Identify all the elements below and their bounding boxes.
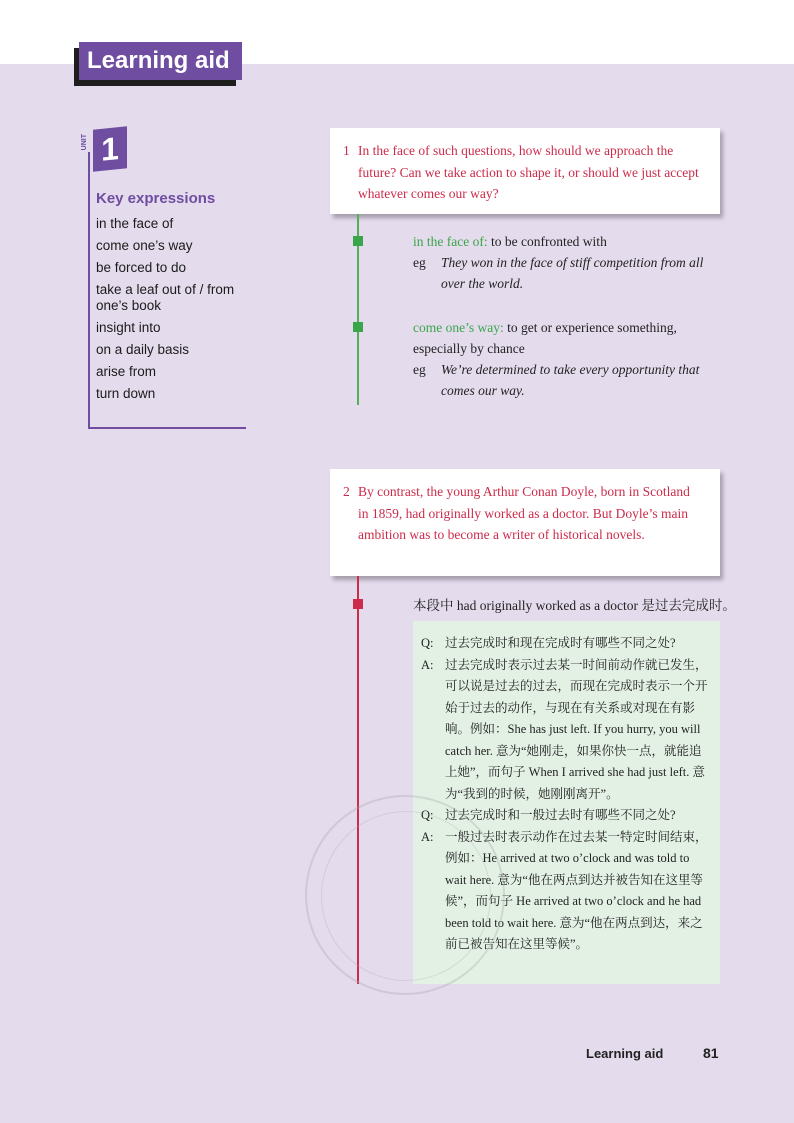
expression-item: arise from	[96, 364, 157, 379]
qa-panel	[413, 621, 720, 984]
unit-label-text: UNIT	[81, 134, 88, 151]
qa-item	[421, 633, 710, 655]
entry-example: We’re determined to take every opportunity that comes our way.	[441, 362, 700, 398]
quote-number: 1	[343, 143, 350, 158]
qa-item	[421, 655, 710, 806]
entry-definition: to get or experience something, especially by chance	[413, 320, 677, 356]
expression-item: on a daily basis	[96, 342, 190, 357]
qa-item	[421, 805, 710, 827]
expression-item: come one’s way	[96, 238, 193, 253]
unit-number: 1	[93, 126, 127, 172]
green-marker	[353, 322, 363, 332]
eg-label: eg	[413, 255, 426, 270]
sidebar-bottom-rule	[88, 427, 246, 429]
quote-box-1	[330, 128, 720, 214]
green-marker	[353, 236, 363, 246]
entry-term: come one’s way:	[413, 320, 504, 335]
expression-item: in the face of	[96, 216, 174, 231]
qa-label: A:	[421, 829, 434, 844]
qa-item	[421, 827, 710, 956]
expression-item: turn down	[96, 386, 156, 401]
definition-entry	[413, 317, 723, 401]
qa-text: 过去完成时和一般过去时有哪些不同之处?	[445, 808, 676, 822]
quote-box-2	[330, 469, 720, 576]
qa-text: 一般过去时表示动作在过去某一特定时间结束，例如：He arrived at two o’clock and was told to wait here. 意为“他在两点到达并被告知在这里等候”，而句子 He arrived at two o’clock and he had been told to wait here. 意为“他在两点到达，来之前已被告知在这里等候”。	[445, 829, 708, 951]
footer-label: Learning aid	[586, 1046, 664, 1061]
entry-example: They won in the face of stiff competition from all over the world.	[441, 255, 704, 291]
qa-label: A:	[421, 657, 434, 672]
entry-term: in the face of:	[413, 234, 488, 249]
grammar-note: 本段中 had originally worked as a doctor 是过去完成时。	[413, 598, 736, 613]
qa-text: 过去完成时表示过去某一时间前动作就已发生，可以说是过去的过去，而现在完成时表示一个开始于过去的动作，与现在有关系或对现在有影响。例如：She has just left. If you hurry, you will catch her. 意为“她刚走，如果你快一点，就能追上她”，而句子 When I arrived she had just left. 意为“我到的时候，她刚刚离开”。	[445, 657, 708, 801]
entry-definition: to be confronted with	[487, 234, 607, 249]
key-expressions-title: Key expressions	[96, 190, 216, 207]
page-number: 81	[703, 1045, 719, 1061]
unit-label	[81, 134, 89, 150]
qa-label: Q:	[421, 636, 434, 650]
page-header-title: Learning aid	[79, 42, 242, 80]
key-expressions-list	[96, 216, 246, 408]
red-marker	[353, 599, 363, 609]
red-connector-line	[357, 576, 359, 984]
eg-label: eg	[413, 362, 426, 377]
expression-item: take a leaf out of / from one’s book	[96, 282, 235, 313]
sidebar-divider	[88, 152, 90, 429]
qa-text: 过去完成时和现在完成时有哪些不同之处?	[445, 636, 676, 650]
expression-item: insight into	[96, 320, 161, 335]
quote-number: 2	[343, 484, 350, 499]
quote-text: By contrast, the young Arthur Conan Doyle, born in Scotland in 1859, had originally worked as a doctor. But Doyle’s main ambition was to become a writer of historical novels.	[358, 484, 690, 542]
expression-item: be forced to do	[96, 260, 187, 275]
qa-label: Q:	[421, 808, 434, 822]
definition-entry	[413, 231, 723, 294]
quote-text: In the face of such questions, how should we approach the future? Can we take action to shape it, or should we just accept whatever comes our way?	[358, 143, 699, 201]
